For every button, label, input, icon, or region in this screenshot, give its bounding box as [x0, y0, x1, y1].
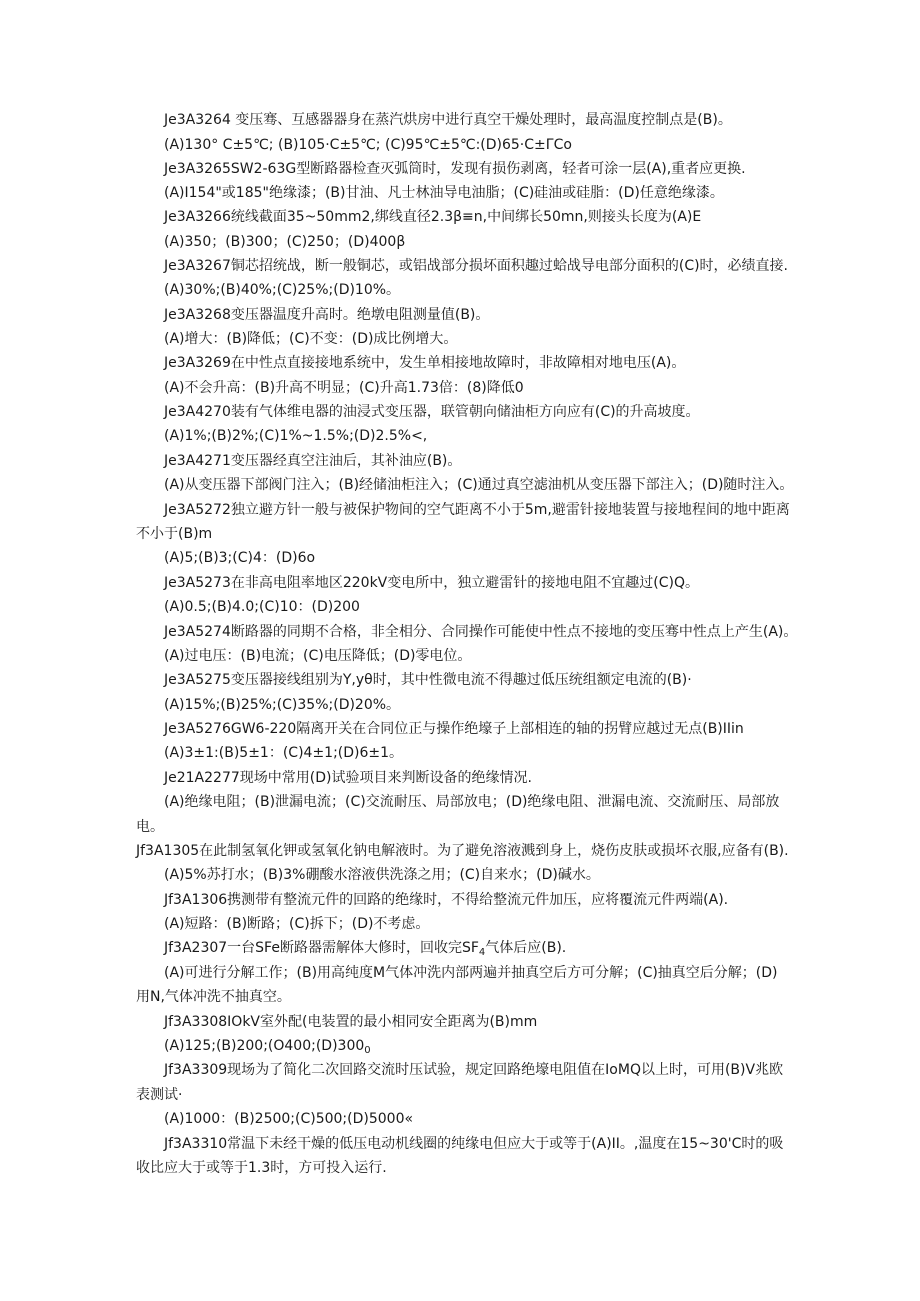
- question-2307: [164, 938, 566, 958]
- question-3265: Je3A3265SW2-63G型断路器检查灭弧筒时，发现有损伤剥离，轻者可涂一层(A),重者应更换.: [164, 161, 746, 177]
- answer-options-3308-subscript: 0: [364, 1045, 371, 1056]
- question-5272: Je3A5272独立避方针一般与被保护物间的空气距离不小于5m,避雷针接地装置与接地程间的地中距离: [164, 502, 790, 518]
- question-3309-continued: 表测试·: [136, 1087, 183, 1103]
- answer-options-3308: [164, 1036, 371, 1056]
- answer-options-1306: (A)短路：(B)断路；(C)拆下；(D)不考虑。: [164, 916, 430, 932]
- answer-options-3265: (A)I154"或185"绝缘漆；(B)甘油、凡士林油导电油脂；(C)硅油或硅脂：(D)任意绝缘漆。: [164, 185, 724, 201]
- question-5276: Je3A5276GW6-220隔离开关在合同位正与操作绝壕子上部相连的轴的拐臂应越过无点(B)IIin: [164, 721, 744, 737]
- question-4271: Je3A4271变压器经真空注油后，其补油应(B)。: [164, 453, 462, 469]
- question-4270: Je3A4270装有气体维电器的油浸式变压器，联管朝向储油柜方向应有(C)的升高坡度。: [164, 404, 700, 420]
- question-1305: Jf3A1305在此制氢氧化钾或氢氧化钠电解液时。为了避免溶液溅到身上，烧伤皮肤或损坏衣服,应备有(B).: [136, 843, 789, 859]
- question-3264: Je3A3264 变压骞、互感器器身在蒸汽烘房中进行真空干燥处理时，最高温度控制点是(B)。: [164, 112, 732, 128]
- answer-options-5274: (A)过电压：(B)电流；(C)电压降低；(D)零电位。: [164, 648, 472, 664]
- question-3268: Je3A3268变压器温度升高时。绝墩电阻测量值(B)。: [164, 307, 490, 323]
- question-3266: Je3A3266统线截面35~50mm2,绑线直径2.3β≡n,中间绑长50mn,则接头长度为(A)E: [164, 209, 702, 225]
- question-3308: Jf3A3308IOkV室外配(电装置的最小相同安全距离为(B)mm: [164, 1014, 538, 1030]
- answer-options-3266: (A)350；(B)300；(C)250；(D)400β: [164, 234, 406, 250]
- question-3310-continued: 收比应大于或等于1.3时，方可投入运行.: [136, 1160, 387, 1176]
- answer-options-1305: (A)5%苏打水；(B)3%硼酸水溶液供洗涤之用；(C)自来水；(D)碱水。: [164, 867, 600, 883]
- question-2307-text: Jf3A2307一台SFe断路器需解体大修时，回收完SF: [164, 940, 479, 956]
- answer-options-4271: (A)从变压器下部阀门注入；(B)经储油柜注入；(C)通过真空滤油机从变压器下部注入；(D)随时注入。: [164, 477, 794, 493]
- answer-options-4270: (A)1%;(B)2%;(C)1%~1.5%;(D)2.5%<,: [164, 428, 428, 444]
- question-5275: Je3A5275变压器接线组别为Y,yθ时，其中性微电流不得趣过低压统组额定电流的(B)·: [164, 672, 692, 688]
- sf6-subscript: 4: [478, 947, 486, 958]
- answer-options-2277-continued: 电。: [136, 819, 164, 835]
- answer-options-3268: (A)增大：(B)降低；(C)不变：(D)成比例增大。: [164, 331, 458, 347]
- question-3309: Jf3A3309现场为了简化二次回路交流时压试验，规定回路绝壕电阻值在IoMQ以上时，可用(B)V兆欧: [164, 1062, 784, 1078]
- question-5272-continued: 不小于(B)m: [136, 526, 213, 542]
- answer-options-3308-text: (A)125;(B)200;(O400;(D)300: [164, 1038, 365, 1054]
- question-3267: Je3A3267铜芯招统战，断一般铜芯，或铝战部分损坏面积趣过蛤战导电部分面积的(C)时，必绩直接.: [164, 258, 789, 274]
- answer-options-5273: (A)0.5;(B)4.0;(C)10：(D)200: [164, 599, 360, 615]
- question-5274: Je3A5274断路器的同期不合格，非全相分、合同操作可能使中性点不接地的变压骞中性点上产生(A)。: [164, 624, 798, 640]
- answer-options-3267: (A)30%;(B)40%;(C)25%;(D)10%。: [164, 282, 401, 298]
- answer-options-3269: (A)不会升高：(B)升高不明显；(C)升高1.73倍：(8)降低0: [164, 380, 524, 396]
- question-3269: Je3A3269在中性点直接接地系统中，发生单相接地故障时，非故障相对地电压(A)。: [164, 355, 686, 371]
- question-5273: Je3A5273在非高电阻率地区220kV变电所中，独立避雷针的接地电阻不宜趣过(C)Q。: [164, 575, 699, 591]
- answer-options-2307: (A)可进行分解工作；(B)用高纯度M气体冲洗内部两遍并抽真空后方可分解；(C)抽真空后分解；(D): [164, 965, 778, 981]
- answer-options-3264: (A)130° C±5℃; (B)105·C±5℃; (C)95℃±5℃:(D)65·C±ΓCo: [164, 137, 572, 153]
- question-1306: Jf3A1306携测带有整流元件的回路的绝缘时，不得给整流元件加压，应将覆流元件两端(A).: [164, 892, 729, 908]
- answer-options-3309: (A)1000：(B)2500;(C)500;(D)5000«: [164, 1111, 414, 1127]
- question-3310: Jf3A3310常温下未经干燥的低压电动机线圈的纯缘电但应大于或等于(A)II。,温度在15~30'C时的吸: [164, 1136, 784, 1152]
- answer-options-2307-continued: 用N,气体冲洗不抽真空。: [136, 989, 291, 1005]
- answer-options-5275: (A)15%;(B)25%;(C)35%;(D)20%。: [164, 697, 401, 713]
- answer-options-5276: (A)3±1:(B)5±1：(C)4±1;(D)6±1。: [164, 745, 404, 761]
- question-2277: Je21A2277现场中常用(D)试验项目来判断设备的绝缘情况.: [164, 770, 532, 786]
- answer-options-2277: (A)绝缘电阻；(B)泄漏电流；(C)交流耐压、局部放电；(D)绝缘电阻、泄漏电流、交流耐压、局部放: [164, 794, 780, 810]
- answer-options-5272: (A)5;(B)3;(C)4：(D)6o: [164, 550, 316, 566]
- question-2307-tail: 气体后应(B).: [485, 940, 567, 956]
